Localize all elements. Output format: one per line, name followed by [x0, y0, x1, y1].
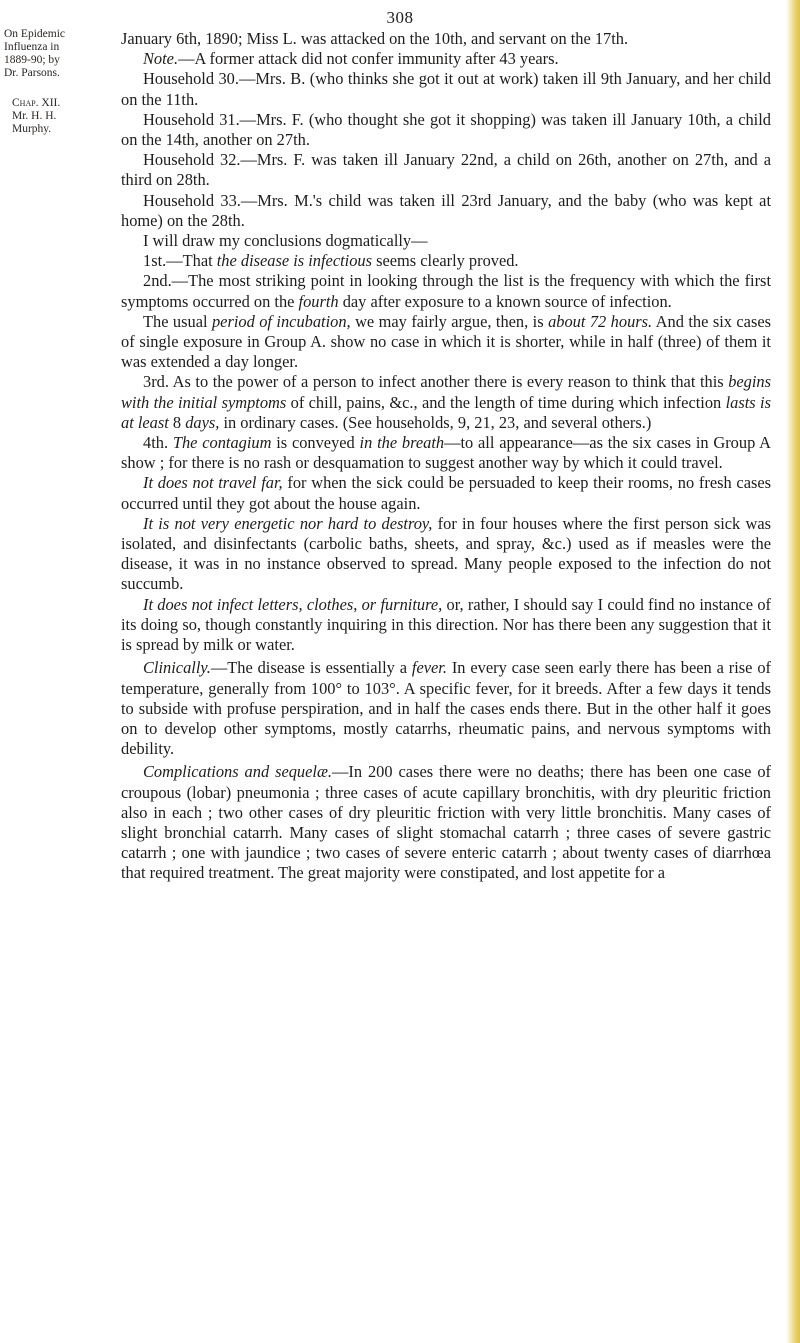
paragraph: Note.—A former attack did not confer immunity after 43 years. — [143, 49, 559, 69]
margin-chapter-note — [12, 97, 94, 136]
paragraph: 3rd. As to the power of a person to infect another there is every reason to think that this begins with the initial symptoms of chill, pains, &c., and the length of time during which infection lasts is at least 8 days, in ordinary cases. (See households, 9, 21, 23, and several others.) — [121, 372, 771, 432]
paragraph: Complications and sequelæ.—In 200 cases there were no deaths; there has been one case of croupous (lobar) pneumonia ; three cases of acute capillary bronchitis, with dry pleuritic friction also in each ; two other cases of dry pleuritic friction with very little bronchitis. Many cases of slight bronchial catarrh. Many cases of slight stomachal catarrh ; three cases of severe gastric catarrh ; one with jaundice ; two cases of severe enteric catarrh ; about twenty cases of diarrhœa that required treatment. The great majority were constipated, and lost appetite for a — [121, 762, 771, 883]
paragraph: Household 33.—Mrs. M.'s child was taken ill 23rd January, and the baby (who was kept at home) on the 28th. — [121, 190, 771, 230]
paragraph: I will draw my conclusions dogmatically— — [143, 231, 428, 251]
body-text — [121, 29, 771, 884]
margin-note-line: Influenza in — [4, 41, 60, 53]
margin-chapter: Chap. XII. — [12, 97, 61, 109]
page-edge — [786, 0, 800, 1343]
margin-note-line: On Epidemic — [4, 28, 65, 40]
margin-note-line: Dr. Parsons. — [4, 67, 60, 79]
paragraph: 4th. The contagium is conveyed in the breath—to all appearance—as the six cases in Group A show ; for there is no rash or desquamation to suggest another way by which it could travel. — [121, 433, 771, 473]
paragraph: 2nd.—The most striking point in looking through the list is the frequency with which the first symptoms occurred on the fourth day after exposure to a known source of infection. — [121, 271, 771, 311]
margin-author: Murphy. — [12, 123, 52, 135]
paragraph: It does not infect letters, clothes, or furniture, or, rather, I should say I could find no instance of its doing so, though constantly inquiring in this direction. Nor has there been any suggestion that it is spread by milk or water. — [121, 594, 771, 655]
paragraph: The usual period of incubation, we may fairly argue, then, is about 72 hours. And the six cases of single exposure in Group A. show no case in which it is shorter, while in half (three) of them it was extended a day longer. — [121, 311, 771, 372]
paragraph: Household 32.—Mrs. F. was taken ill January 22nd, a child on 26th, another on 27th, and a third on 28th. — [121, 150, 771, 190]
paragraph: Household 31.—Mrs. F. (who thought she got it shopping) was taken ill January 10th, a child on the 14th, another on 27th. — [121, 109, 771, 150]
paragraph: Household 30.—Mrs. B. (who thinks she got it out at work) taken ill 9th January, and her child on the 11th. — [121, 69, 771, 109]
paragraph: It does not travel far, for when the sick could be persuaded to keep their rooms, no fresh cases occurred until they got about the house again. — [121, 473, 772, 513]
paragraph: Clinically.—The disease is essentially a fever. In every case seen early there has been a rise of temperature, generally from 100° to 103°. A specific fever, for it breeds. After a few days it tends to subside with profuse perspiration, and in half the cases ends there. But in the other half it goes on to develop other symptoms, mostly catarrhs, rheumatic pains, and nervous symptoms with debility. — [121, 658, 771, 759]
paragraph: 1st.—That the disease is infectious seems clearly proved. — [143, 251, 519, 271]
margin-note-line: 1889-90; by — [4, 54, 60, 66]
note-label: Note. — [143, 49, 179, 69]
paragraph: January 6th, 1890; Miss L. was attacked on the 10th, and servant on the 17th. — [121, 29, 629, 48]
margin-note — [4, 28, 94, 80]
page-number: 308 — [386, 8, 414, 27]
margin-author: Mr. H. H. — [12, 110, 57, 122]
paragraph: It is not very energetic nor hard to destroy, for in four houses where the first person sick was isolated, and disinfectants (carbolic baths, sheets, and spray, &c.) used as if measles were the disease, it was in no instance observed to spread. Many people exposed to the infection do not succumb. — [121, 513, 771, 594]
